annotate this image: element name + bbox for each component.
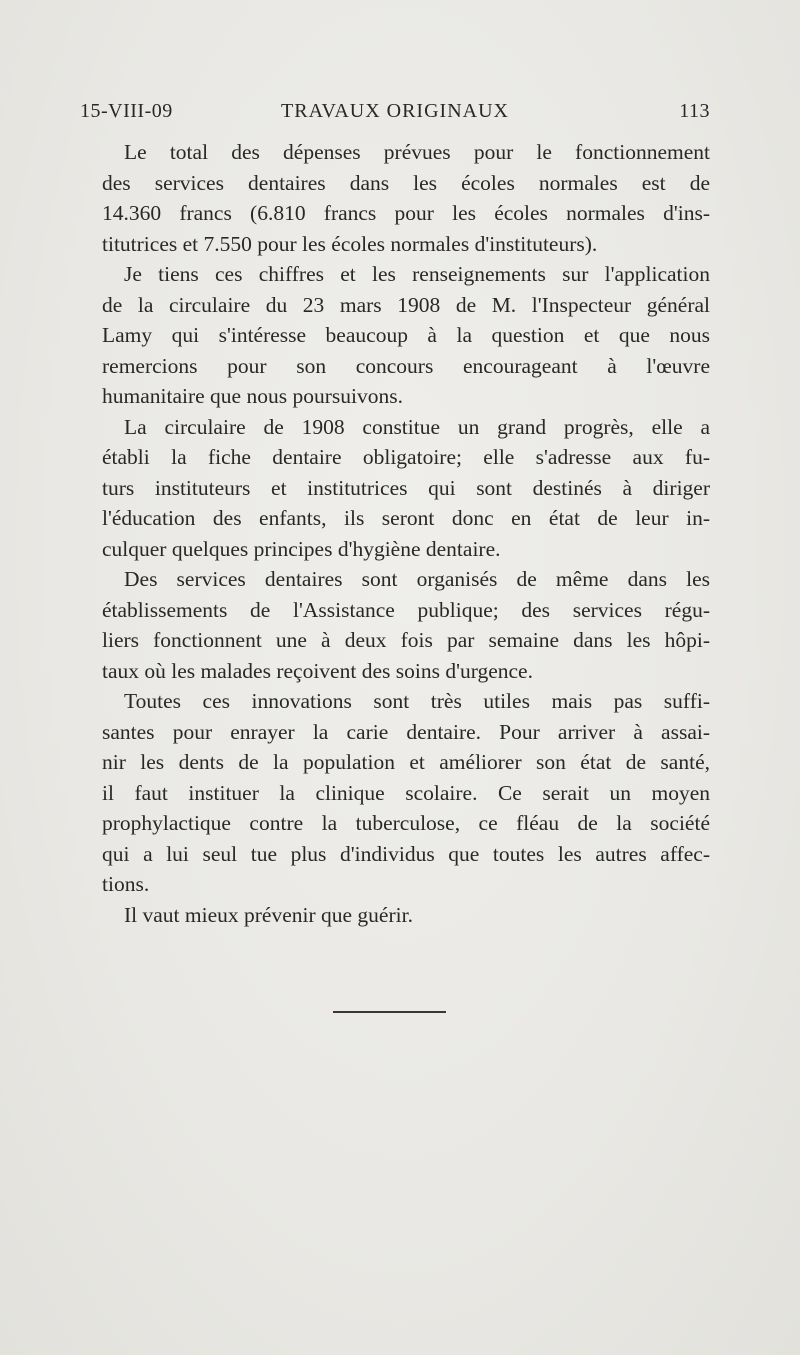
text-line: l'éducation des enfants, ils seront donc en état de leur in- [102, 506, 710, 530]
paragraph [80, 259, 710, 412]
text-line: Des services dentaires sont organisés de même dans les [124, 567, 710, 591]
running-head-title: TRAVAUX ORIGINAUX [281, 100, 509, 122]
paragraph [80, 137, 710, 259]
text-line: de la circulaire du 23 mars 1908 de M. l'Inspecteur général [102, 292, 710, 317]
text-line: Toutes ces innovations sont très utiles mais pas suffi- [124, 689, 710, 713]
section-divider-rule [333, 1011, 446, 1013]
text-line: prophylactique contre la tuberculose, ce fléau de la société [102, 811, 710, 835]
text-line: humanitaire que nous poursuivons. [102, 384, 403, 408]
text-line: Lamy qui s'intéresse beaucoup à la question et que nous [102, 323, 710, 347]
body-text [80, 137, 710, 930]
text-line: liers fonctionnent une à deux fois par semaine dans les hôpi- [102, 628, 710, 652]
text-line: établissements de l'Assistance publique; des services régu- [102, 597, 710, 622]
paragraph [80, 564, 710, 686]
paragraph [80, 686, 710, 900]
text-line: Il vaut mieux prévenir que guérir. [124, 902, 413, 927]
page-number: 113 [679, 100, 710, 122]
text-line: qui a lui seul tue plus d'individus que toutes les autres affec- [102, 841, 710, 866]
text-line: taux où les malades reçoivent des soins d'urgence. [102, 658, 533, 683]
text-line: établi la fiche dentaire obligatoire; elle s'adresse aux fu- [102, 445, 710, 469]
text-line: nir les dents de la population et améliorer son état de santé, [102, 750, 710, 774]
text-line: Je tiens ces chiffres et les renseignements sur l'application [124, 262, 710, 286]
text-line: des services dentaires dans les écoles normales est de [102, 170, 710, 195]
running-head [80, 100, 710, 130]
paragraph [80, 412, 710, 565]
text-line: 14.360 francs (6.810 francs pour les écoles normales d'ins- [102, 201, 710, 225]
text-line: culquer quelques principes d'hygiène dentaire. [102, 536, 501, 561]
text-line: santes pour enrayer la carie dentaire. Pour arriver à assai- [102, 719, 710, 744]
text-line: Le total des dépenses prévues pour le fonctionnement [124, 140, 710, 164]
running-head-date: 15-VIII-09 [80, 100, 173, 122]
text-line: La circulaire de 1908 constitue un grand progrès, elle a [124, 414, 710, 439]
text-line: titutrices et 7.550 pour les écoles normales d'instituteurs). [102, 231, 598, 256]
text-line: remercions pour son concours encourageant à l'œuvre [102, 353, 710, 378]
text-line: tions. [102, 872, 150, 896]
text-line: il faut instituer la clinique scolaire. Ce serait un moyen [102, 780, 710, 805]
paragraph [80, 900, 710, 931]
text-line: turs instituteurs et institutrices qui sont destinés à diriger [102, 475, 710, 500]
